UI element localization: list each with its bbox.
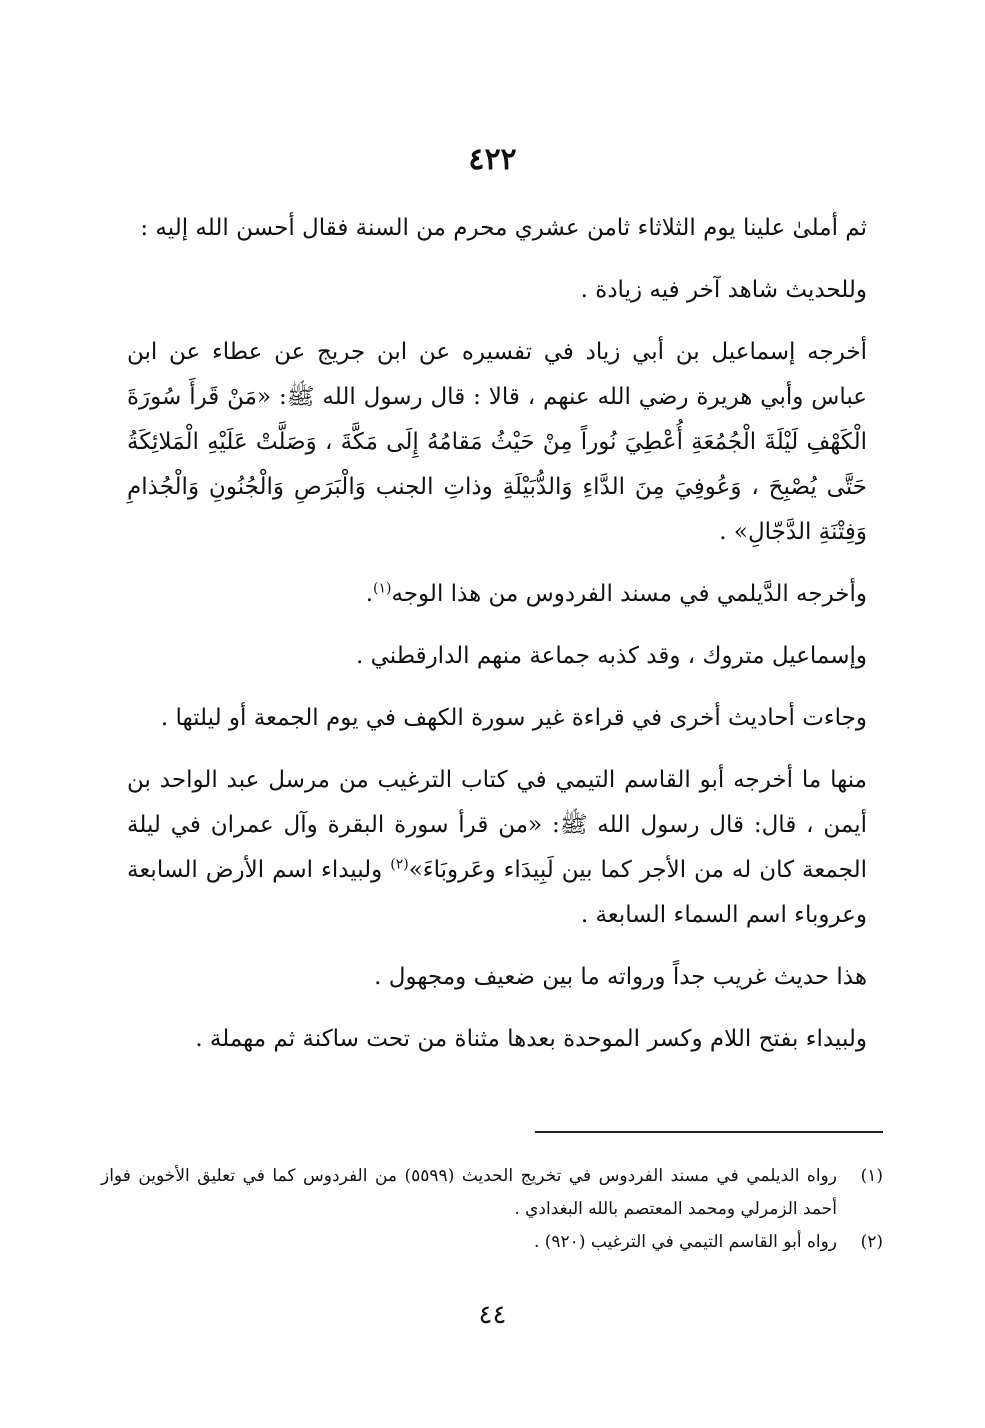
paragraph-daylami: [127, 572, 867, 617]
paragraph-daylami-end: .: [365, 581, 374, 607]
footnote-1-number: (١): [860, 1166, 883, 1186]
paragraph-gharib: هذا حديث غريب جداً ورواته ما بين ضعيف ومجهول .: [374, 964, 867, 990]
paragraph-daylami-text: وأخرجه الدَّيلمي في مسند الفردوس من هذا الوجه: [391, 581, 867, 607]
paragraph-dictation-intro: ثم أملىٰ علينا يوم الثلاثاء ثامن عشري محرم من السنة فقال أحسن الله إليه :: [140, 215, 867, 241]
page-number: ٤٤: [478, 1300, 507, 1330]
paragraph-labida: ولبيداء بفتح اللام وكسر الموحدة بعدها مثناة من تحت ساكنة ثم مهملة .: [195, 1026, 867, 1052]
paragraph-other-hadiths: وجاءت أحاديث أخرى في قراءة غير سورة الكهف في يوم الجمعة أو ليلتها .: [160, 705, 867, 731]
footnote-2: [101, 1226, 883, 1259]
paragraph-taymi-text: منها ما أخرجه أبو القاسم التيمي في كتاب الترغيب من مرسل عبد الواحد بن أيمن ، قال: قال رسول الله ﷺ: «من قرأ سورة البقرة وآل عمران في ليلة الجمعة كان له من الأجر كما بين لَبِيدَاء وعَروبَاءَ»: [127, 767, 867, 883]
hadith-number: ٤٢٢: [468, 142, 517, 177]
paragraph-witness: وللحديث شاهد آخر فيه زيادة .: [580, 277, 867, 303]
footnotes: [101, 1160, 883, 1259]
paragraph-hadith-kahf: أخرجه إسماعيل بن أبي زياد في تفسيره عن ابن جريج عن عطاء عن ابن عباس وأبي هريرة رضي الله عنهم ، قالا : قال رسول الله ﷺ: «مَنْ قَرأَ سُورَةَ الْكَهْفِ لَيْلَةَ الْجُمُعَةِ أُعْطِيَ نُوراً مِنْ حَيْثُ مَقامُهُ إِلَى مَكَّةَ ، وَصَلَّتْ عَلَيْهِ الْمَلائِكَةُ حَتَّى يُصْبِحَ ، وَعُوفِيَ مِنَ الدَّاءِ وَالدُّبَيْلَةِ وذاتِ الجنب وَالْبَرَصِ وَالْجُنُونِ وَالْجُذامِ وَفِتْنَةِ الدَّجّالِ» .: [127, 339, 867, 545]
paragraph-taymi-end: ولبيداء اسم الأرض السابعة وعروباء اسم السماء السابعة .: [127, 857, 867, 928]
footnote-divider: [535, 1131, 883, 1133]
paragraph-taymi: [127, 758, 867, 938]
main-text: [127, 206, 867, 1079]
footnote-1-text: رواه الديلمي في مسند الفردوس في تخريج الحديث (٥٥٩٩) من الفردوس كما في تعليق الأخوين فواز أحمد الزمرلي ومحمد المعتصم بالله البغدادي .: [101, 1166, 837, 1219]
paragraph-ismail-matruk: وإسماعيل متروك ، وقد كذبه جماعة منهم الدارقطني .: [355, 643, 867, 669]
footnote-2-text: رواه أبو القاسم التيمي في الترغيب (٩٢٠) .: [533, 1232, 837, 1252]
footnote-1: [101, 1160, 883, 1226]
footnote-2-number: (٢): [860, 1232, 883, 1252]
footnote-ref-2[interactable]: (٢): [390, 856, 409, 873]
footnote-ref-1[interactable]: (١): [373, 580, 392, 597]
